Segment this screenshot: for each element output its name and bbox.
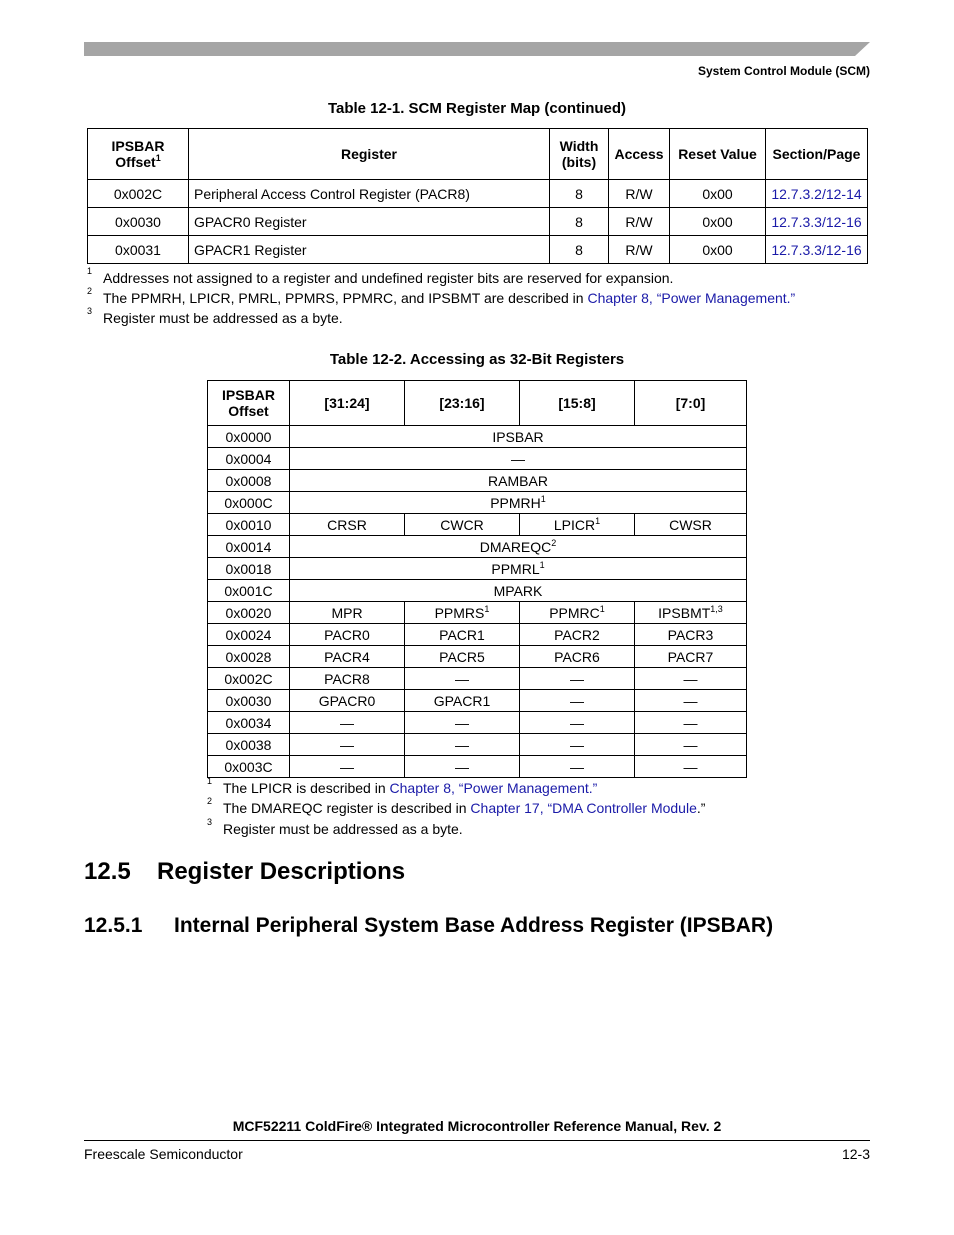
table-row [208, 558, 747, 580]
cell-offset: 0x002C [88, 180, 189, 208]
table-row [208, 734, 747, 756]
cell-width: 8 [550, 208, 609, 236]
cell-register: — [520, 734, 635, 756]
cell-register: GPACR1 [405, 690, 520, 712]
cell-offset: 0x0008 [208, 470, 290, 492]
cell-register: — [635, 756, 747, 778]
cell-register: PPMRS$^1$ [405, 602, 520, 624]
cell-register: PACR6 [520, 646, 635, 668]
col-header-reset: Reset Value [670, 129, 766, 180]
subsection-heading: 12.5.1 Internal Peripheral System Base Address Register (IPSBAR) [84, 914, 774, 937]
section-heading: 12.5 Register Descriptions [84, 858, 406, 885]
cell-register: — [405, 756, 520, 778]
chapter-link[interactable]: Chapter 8, “Power Management.” [587, 290, 796, 306]
col-header-register: Register [189, 129, 550, 180]
cell-offset: 0x0018 [208, 558, 290, 580]
cell-register: PPMRC$^1$ [520, 602, 635, 624]
col-header-access: Access [609, 129, 670, 180]
cell-register: PACR3 [635, 624, 747, 646]
cell-register: GPACR1 Register [189, 236, 550, 264]
cell-offset: 0x0010 [208, 514, 290, 536]
col-header-offset: IPSBAR Offset [208, 381, 290, 426]
cell-register: — [405, 668, 520, 690]
cell-register-span: IPSBAR [290, 426, 747, 448]
cell-reset: 0x00 [670, 236, 766, 264]
cell-register: — [290, 712, 405, 734]
cell-register: — [405, 712, 520, 734]
cell-offset: 0x0030 [88, 208, 189, 236]
cell-width: 8 [550, 180, 609, 208]
col-header-15-8: [15:8] [520, 381, 635, 426]
table-row [208, 756, 747, 778]
table-row [208, 492, 747, 514]
cell-register-span: PPMRH$^1$ [290, 492, 747, 514]
chapter-link[interactable]: Chapter 8, “Power Management.” [389, 780, 598, 796]
table-row [208, 426, 747, 448]
table-row [208, 448, 747, 470]
cell-register: — [635, 712, 747, 734]
cell-register-span: MPARK [290, 580, 747, 602]
table-row [208, 712, 747, 734]
cell-register: Peripheral Access Control Register (PACR8) [189, 180, 550, 208]
cell-register: PACR5 [405, 646, 520, 668]
cell-register: MPR [290, 602, 405, 624]
cell-register: PACR7 [635, 646, 747, 668]
cell-offset: 0x0020 [208, 602, 290, 624]
header-bar [84, 42, 870, 56]
cell-register-span: RAMBAR [290, 470, 747, 492]
footer-company: Freescale Semiconductor [84, 1146, 243, 1162]
cell-register: CRSR [290, 514, 405, 536]
table-row [208, 514, 747, 536]
table-row [208, 580, 747, 602]
cell-register: — [520, 690, 635, 712]
cell-offset: 0x0028 [208, 646, 290, 668]
table-row [208, 624, 747, 646]
section-link[interactable]: 12.7.3.2/12-14 [771, 185, 862, 202]
col-header-offset: IPSBAR Offset$^1$ [88, 129, 189, 180]
manual-title: MCF52211 ColdFire® Integrated Microcontroller Reference Manual, Rev. 2 [232, 1118, 722, 1134]
cell-register-span: DMAREQC$^2$ [290, 536, 747, 558]
table-row [88, 208, 868, 236]
cell-register: — [290, 734, 405, 756]
col-header-31-24: [31:24] [290, 381, 405, 426]
cell-register-span: — [290, 448, 747, 470]
cell-access: R/W [609, 236, 670, 264]
table-row [208, 668, 747, 690]
cell-offset: 0x0004 [208, 448, 290, 470]
cell-reset: 0x00 [670, 180, 766, 208]
cell-offset: 0x000C [208, 492, 290, 514]
cell-offset: 0x003C [208, 756, 290, 778]
cell-reset: 0x00 [670, 208, 766, 236]
cell-offset: 0x0031 [88, 236, 189, 264]
footer-divider [84, 1140, 870, 1141]
table-row [208, 602, 747, 624]
col-header-7-0: [7:0] [635, 381, 747, 426]
page-number: 12-3 [841, 1146, 870, 1162]
section-link[interactable]: 12.7.3.3/12-16 [771, 213, 862, 230]
cell-register: LPICR$^1$ [520, 514, 635, 536]
cell-register: — [635, 668, 747, 690]
cell-register: PACR8 [290, 668, 405, 690]
cell-register-span: PPMRL$^1$ [290, 558, 747, 580]
col-header-section: Section/Page [766, 129, 868, 180]
col-header-23-16: [23:16] [405, 381, 520, 426]
cell-section [766, 180, 868, 208]
cell-register: IPSBMT$^{1,3}$ [635, 602, 747, 624]
cell-access: R/W [609, 208, 670, 236]
running-header: System Control Module (SCM) [697, 64, 870, 78]
cell-register: GPACR0 Register [189, 208, 550, 236]
cell-access: R/W [609, 180, 670, 208]
table-header-row [208, 381, 747, 426]
cell-section [766, 236, 868, 264]
cell-offset: 0x001C [208, 580, 290, 602]
table-row [208, 690, 747, 712]
cell-register: CWCR [405, 514, 520, 536]
cell-register: PACR0 [290, 624, 405, 646]
chapter-link[interactable]: Chapter 17, “DMA Controller Module [470, 800, 697, 816]
cell-register: CWSR [635, 514, 747, 536]
cell-register: — [520, 668, 635, 690]
cell-offset: 0x0030 [208, 690, 290, 712]
accessing-32bit-table [207, 380, 747, 778]
cell-register: — [290, 756, 405, 778]
cell-register: PACR1 [405, 624, 520, 646]
cell-section [766, 208, 868, 236]
table2-caption: Table 12-2. Accessing as 32-Bit Registers [329, 351, 625, 368]
table-row [208, 646, 747, 668]
cell-register: GPACR0 [290, 690, 405, 712]
cell-offset: 0x002C [208, 668, 290, 690]
table-row [88, 236, 868, 264]
cell-register: — [520, 756, 635, 778]
cell-offset: 0x0034 [208, 712, 290, 734]
cell-offset: 0x0038 [208, 734, 290, 756]
table-row [208, 536, 747, 558]
cell-offset: 0x0014 [208, 536, 290, 558]
table-row [208, 470, 747, 492]
section-link[interactable]: 12.7.3.3/12-16 [771, 241, 862, 258]
col-header-width: Width (bits) [550, 129, 609, 180]
cell-offset: 0x0000 [208, 426, 290, 448]
table1-caption: Table 12-1. SCM Register Map (continued) [327, 100, 627, 117]
scm-register-map-table [87, 128, 868, 264]
table-row [88, 180, 868, 208]
cell-register: — [405, 734, 520, 756]
cell-width: 8 [550, 236, 609, 264]
table-header-row [88, 129, 868, 180]
cell-register: — [635, 690, 747, 712]
cell-register: PACR4 [290, 646, 405, 668]
cell-register: — [520, 712, 635, 734]
cell-register: PACR2 [520, 624, 635, 646]
cell-offset: 0x0024 [208, 624, 290, 646]
cell-register: — [635, 734, 747, 756]
